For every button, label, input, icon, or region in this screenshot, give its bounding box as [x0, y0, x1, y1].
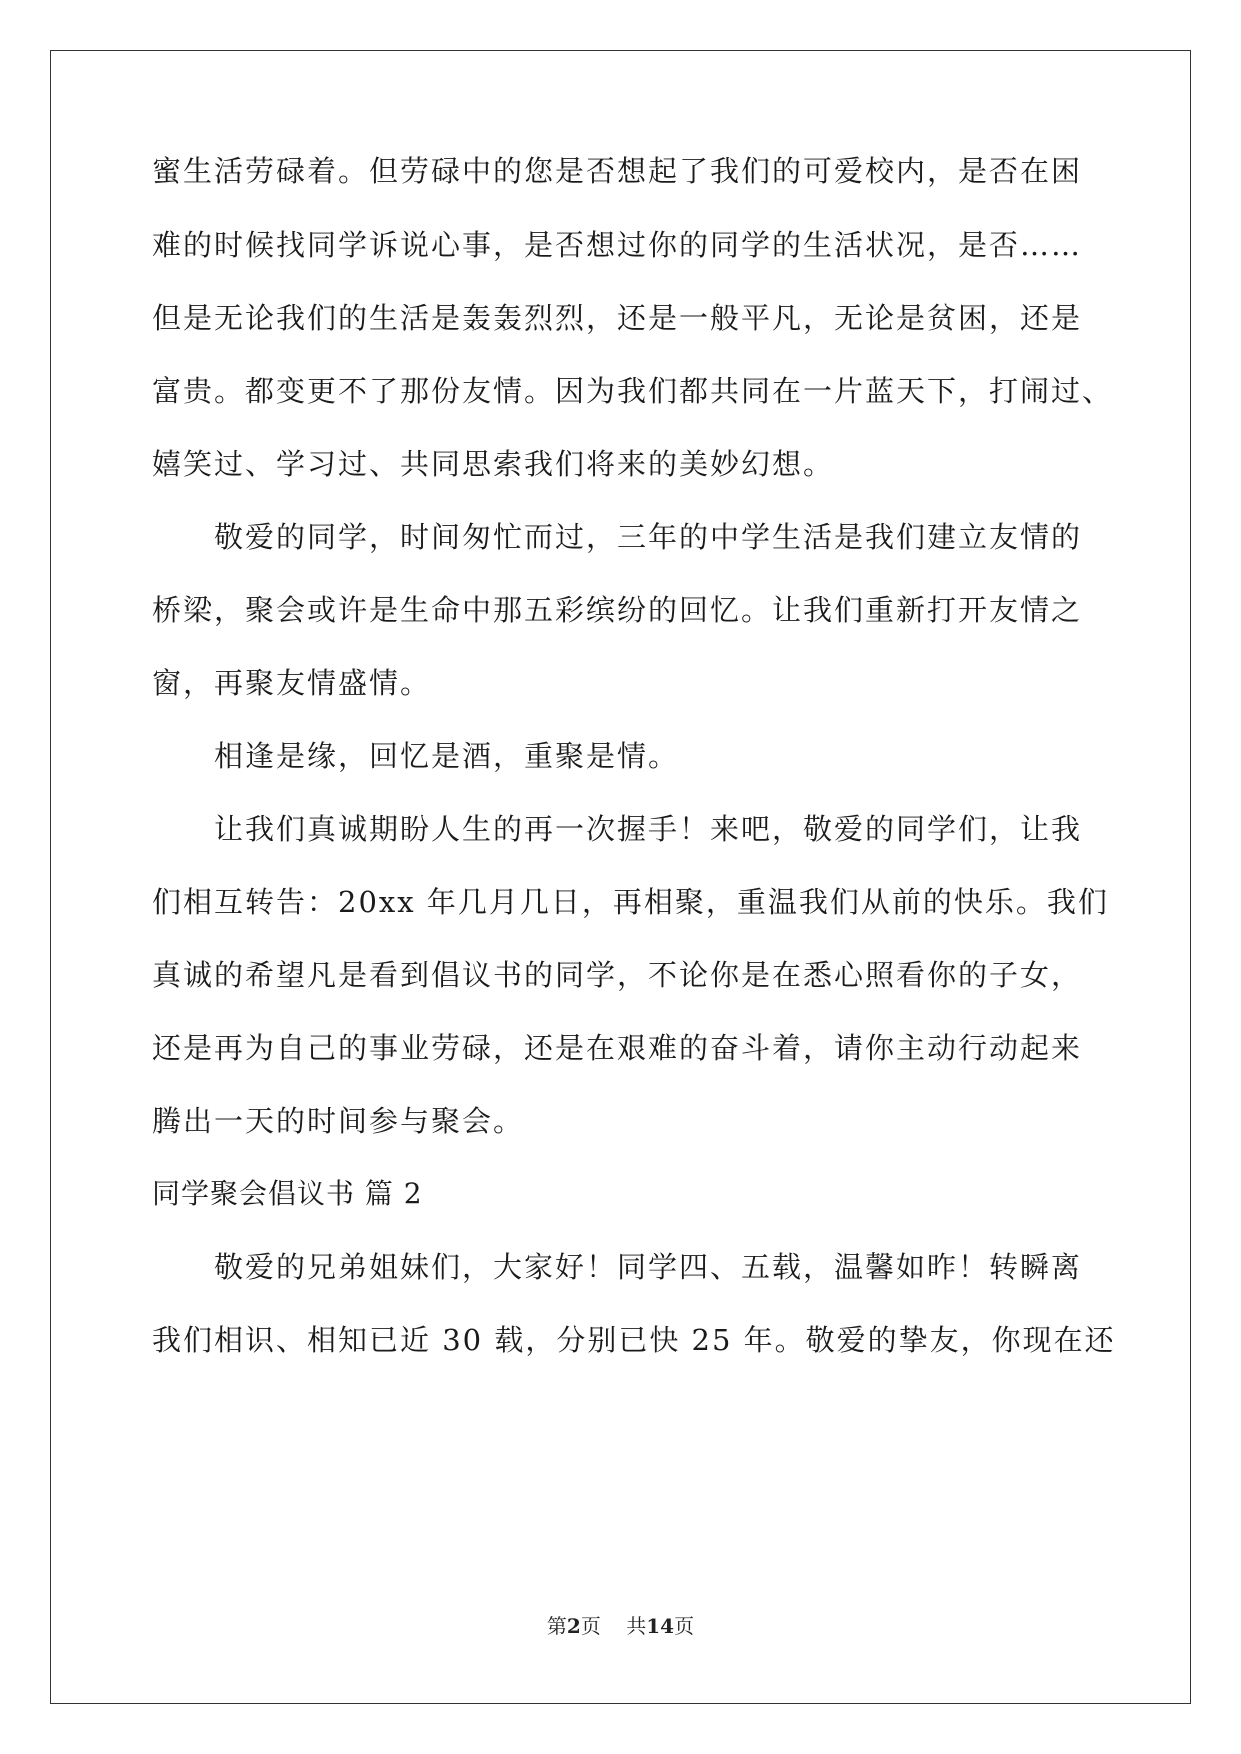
body-line: 蜜生活劳碌着。但劳碌中的您是否想起了我们的可爱校内，是否在困 — [152, 154, 1083, 188]
body-line: 还是再为自己的事业劳碌，还是在艰难的奋斗着，请你主动行动起来 — [152, 1031, 1083, 1065]
page-number: 2 — [566, 1614, 581, 1638]
page-footer — [0, 1610, 1241, 1639]
paragraph-start: 相逢是缘，回忆是酒，重聚是情。 — [214, 739, 680, 773]
total-pages: 14 — [646, 1614, 675, 1638]
body-line: 们相互转告：20xx 年几月几日，再相聚，重温我们从前的快乐。我们 — [152, 885, 1109, 919]
body-line: 窗，再聚友情盛情。 — [152, 666, 432, 700]
body-line: 难的时候找同学诉说心事，是否想过你的同学的生活状况，是否…… — [152, 228, 1083, 262]
section-heading: 同学聚会倡议书 篇 2 — [152, 1177, 423, 1210]
total-suffix: 页 — [674, 1614, 695, 1638]
paragraph-start: 敬爱的同学，时间匆忙而过，三年的中学生活是我们建立友情的 — [214, 520, 1083, 554]
body-line: 但是无论我们的生活是轰轰烈烈，还是一般平凡，无论是贫困，还是 — [152, 301, 1083, 335]
body-line: 我们相识、相知已近 30 载，分别已快 25 年。敬爱的挚友，你现在还 — [152, 1323, 1116, 1357]
page-prefix: 第 — [546, 1614, 567, 1638]
body-line: 富贵。都变更不了那份友情。因为我们都共同在一片蓝天下，打闹过、 — [152, 374, 1114, 408]
body-line: 桥梁，聚会或许是生命中那五彩缤纷的回忆。让我们重新打开友情之 — [152, 593, 1083, 627]
body-line: 真诚的希望凡是看到倡议书的同学，不论你是在悉心照看你的子女， — [152, 958, 1083, 992]
paragraph-start: 让我们真诚期盼人生的再一次握手！来吧，敬爱的同学们，让我 — [214, 812, 1083, 846]
body-line: 嬉笑过、学习过、共同思索我们将来的美妙幻想。 — [152, 447, 835, 481]
paragraph-start: 敬爱的兄弟姐妹们，大家好！同学四、五载，温馨如昨！转瞬离 — [214, 1250, 1083, 1284]
page-suffix: 页 — [580, 1614, 601, 1638]
body-line: 腾出一天的时间参与聚会。 — [152, 1104, 525, 1138]
total-prefix: 共 — [626, 1614, 647, 1638]
